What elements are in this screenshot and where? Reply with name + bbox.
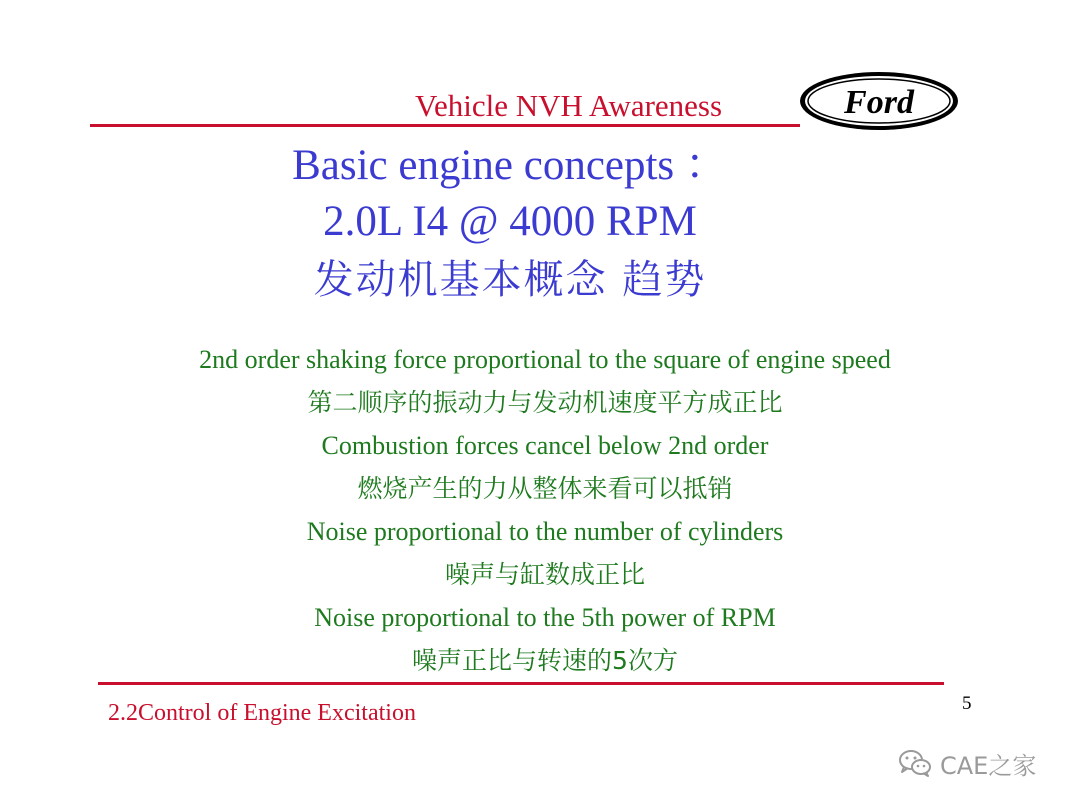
body-line: 燃烧产生的力从整体来看可以抵销 <box>357 474 733 503</box>
body-line: Noise proportional to the number of cylinders <box>306 517 784 546</box>
wechat-icon <box>898 748 932 778</box>
title-line-3: 发动机基本概念 趋势 <box>313 257 707 303</box>
title-line-1: Basic engine concepts ： <box>292 142 728 189</box>
slide-title <box>250 138 770 310</box>
watermark <box>898 745 1036 781</box>
body-line: 噪声正比与转速的5次方 <box>412 646 678 675</box>
body-line: 第二顺序的振动力与发动机速度平方成正比 <box>307 388 783 417</box>
body-line: 2nd order shaking force proportional to the square of engine speed <box>199 345 891 374</box>
page-number: 5 <box>962 693 972 714</box>
body-line: 噪声与缸数成正比 <box>444 560 645 589</box>
header-title: Vehicle NVH Awareness <box>415 88 723 123</box>
footer-divider <box>98 682 944 685</box>
title-line-2: 2.0L I4 @ 4000 RPM <box>323 198 697 245</box>
footer-section-title: 2.2Control of Engine Excitation <box>108 700 416 726</box>
body-line: Noise proportional to the 5th power of RPM <box>314 603 776 632</box>
body-text <box>90 338 1000 682</box>
ford-logo <box>798 70 960 132</box>
watermark-text: CAE之家 <box>940 751 1037 780</box>
body-line: Combustion forces cancel below 2nd order <box>321 431 769 460</box>
ford-logo-text: Ford <box>844 84 914 121</box>
header-divider <box>90 124 800 127</box>
